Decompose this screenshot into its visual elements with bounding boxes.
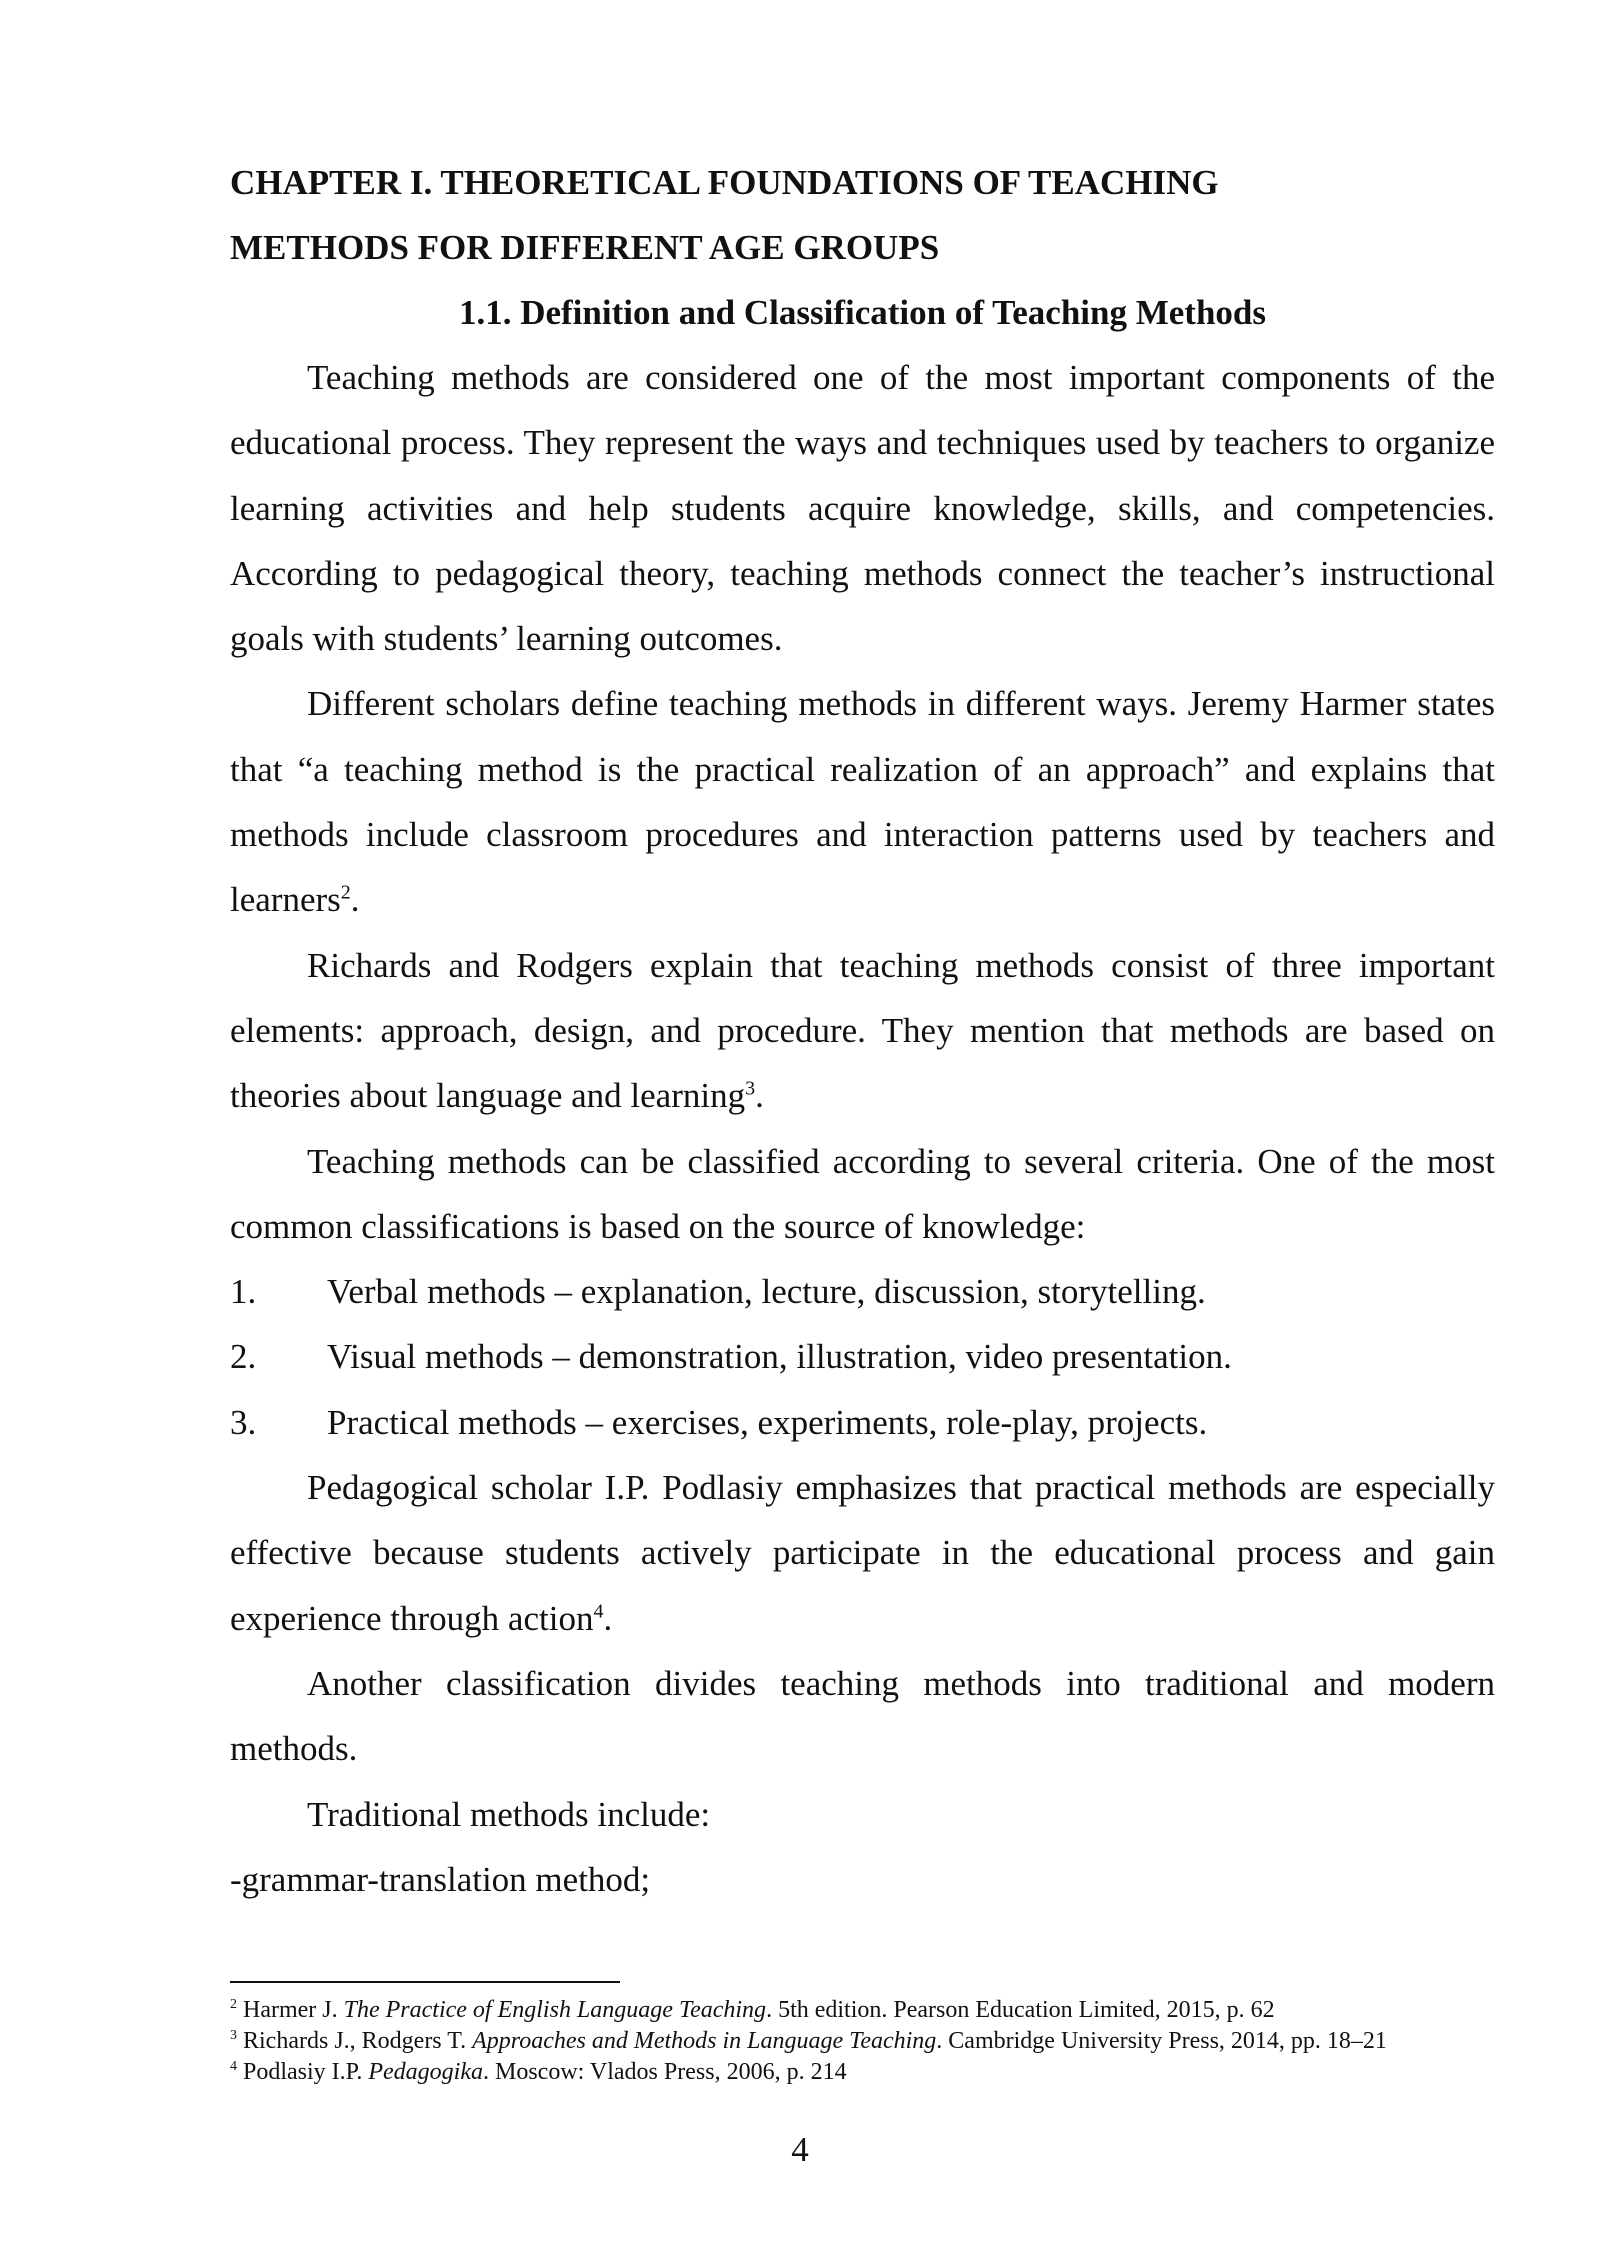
list-item-number: 1. <box>230 1272 257 1312</box>
footnote-number: 4 <box>230 2059 237 2074</box>
chapter-title-line-1: CHAPTER I. THEORETICAL FOUNDATIONS OF TEACHING <box>230 163 1219 202</box>
footnote-title: The Practice of English Language Teaching <box>343 1997 767 2023</box>
footnote-ref-3[interactable]: 3 <box>745 1077 756 1100</box>
footnote-number: 2 <box>230 1997 237 2012</box>
paragraph-traditional-modern: Another classification divides teaching methods into traditional and modern methods. <box>230 1663 1495 1769</box>
footnote-ref-2[interactable]: 2 <box>340 881 351 904</box>
section-title: 1.1. Definition and Classification of Teaching Methods <box>458 293 1267 332</box>
paragraph-classification: Teaching methods can be classified according to several criteria. One of the most common classifications is based on the source of knowledge: <box>230 1141 1495 1246</box>
paragraph-traditional-methods: Traditional methods include: <box>307 1794 711 1834</box>
methods-list <box>230 1259 1495 1455</box>
footnote-separator <box>230 1981 620 1983</box>
footnotes <box>230 1995 1495 2088</box>
list-item <box>230 1259 1495 1324</box>
footnote-rest: . Moscow: Vlados Press, 2006, p. 214 <box>483 2059 847 2085</box>
paragraph-intro: Teaching methods are considered one of the most important components of the educational process. They represent the ways and techniques used by teachers to organize learning activities and help students acquire knowledge, skills, and competencies. According to pedagogical theory, teaching methods connect the teacher’s instructional goals with students’ learning outcomes. <box>230 358 1495 659</box>
chapter-title-line-2: METHODS FOR DIFFERENT AGE GROUPS <box>230 228 940 267</box>
dash-list-item: -grammar-translation method; <box>230 1859 651 1899</box>
list-item <box>230 1390 1495 1455</box>
footnote-rest: . 5th edition. Pearson Education Limited, 2015, p. 62 <box>766 1997 1275 2023</box>
paragraph-harmer-text: Different scholars define teaching methods in different ways. Jeremy Harmer states that “a teaching method is the practical realization of an approach” and explains that methods include classroom procedures and interaction patterns used by teachers and learners <box>230 684 1495 920</box>
page-number: 4 <box>791 2130 809 2169</box>
page-body <box>230 150 1495 1912</box>
footnote-2 <box>230 1995 1495 2026</box>
footnote-author: Richards J., Rodgers T. <box>243 2028 467 2054</box>
footnote-3 <box>230 2026 1495 2057</box>
footnote-number: 3 <box>230 2028 237 2043</box>
footnote-author: Harmer J. <box>243 1997 338 2023</box>
list-item-number: 3. <box>230 1402 257 1442</box>
footnote-author: Podlasiy I.P. <box>243 2059 363 2085</box>
paragraph-podlasiy: Pedagogical scholar I.P. Podlasiy emphasizes that practical methods are especially effective because students actively participate in the educational process and gain experience through action$^4$. <box>230 1468 1495 1638</box>
footnote-rest: . Cambridge University Press, 2014, pp. 18–21 <box>936 2028 1387 2054</box>
footnote-ref-4[interactable]: 4 <box>593 1599 604 1622</box>
footnote-4 <box>230 2057 1495 2088</box>
footnote-title: Approaches and Methods in Language Teaching <box>472 2028 937 2054</box>
paragraph-richards-rodgers-text: Richards and Rodgers explain that teaching methods consist of three important elements: approach, design, and procedure. They mention that methods are based on theories about language and learning <box>230 945 1495 1116</box>
list-item-text: Visual methods – demonstration, illustration, video presentation. <box>327 1337 1232 1377</box>
paragraph-richards-rodgers: Richards and Rodgers explain that teaching methods consist of three important elements: approach, design, and procedure. They mention that methods are based on theories about language and learning$^3$. <box>230 945 1495 1116</box>
paragraph-podlasiy-text: Pedagogical scholar I.P. Podlasiy emphasizes that practical methods are especially effective because students actively participate in the educational process and gain experience through action <box>230 1468 1495 1638</box>
list-item-text: Verbal methods – explanation, lecture, discussion, storytelling. <box>327 1272 1206 1312</box>
list-item <box>230 1324 1495 1389</box>
paragraph-harmer: Different scholars define teaching methods in different ways. Jeremy Harmer states that “a teaching method is the practical realization of an approach” and explains that methods include classroom procedures and interaction patterns used by teachers and learners$^2$. <box>230 684 1495 920</box>
list-item-number: 2. <box>230 1337 257 1377</box>
list-item-text: Practical methods – exercises, experiments, role-play, projects. <box>327 1402 1208 1442</box>
footnote-title: Pedagogika <box>368 2059 483 2085</box>
